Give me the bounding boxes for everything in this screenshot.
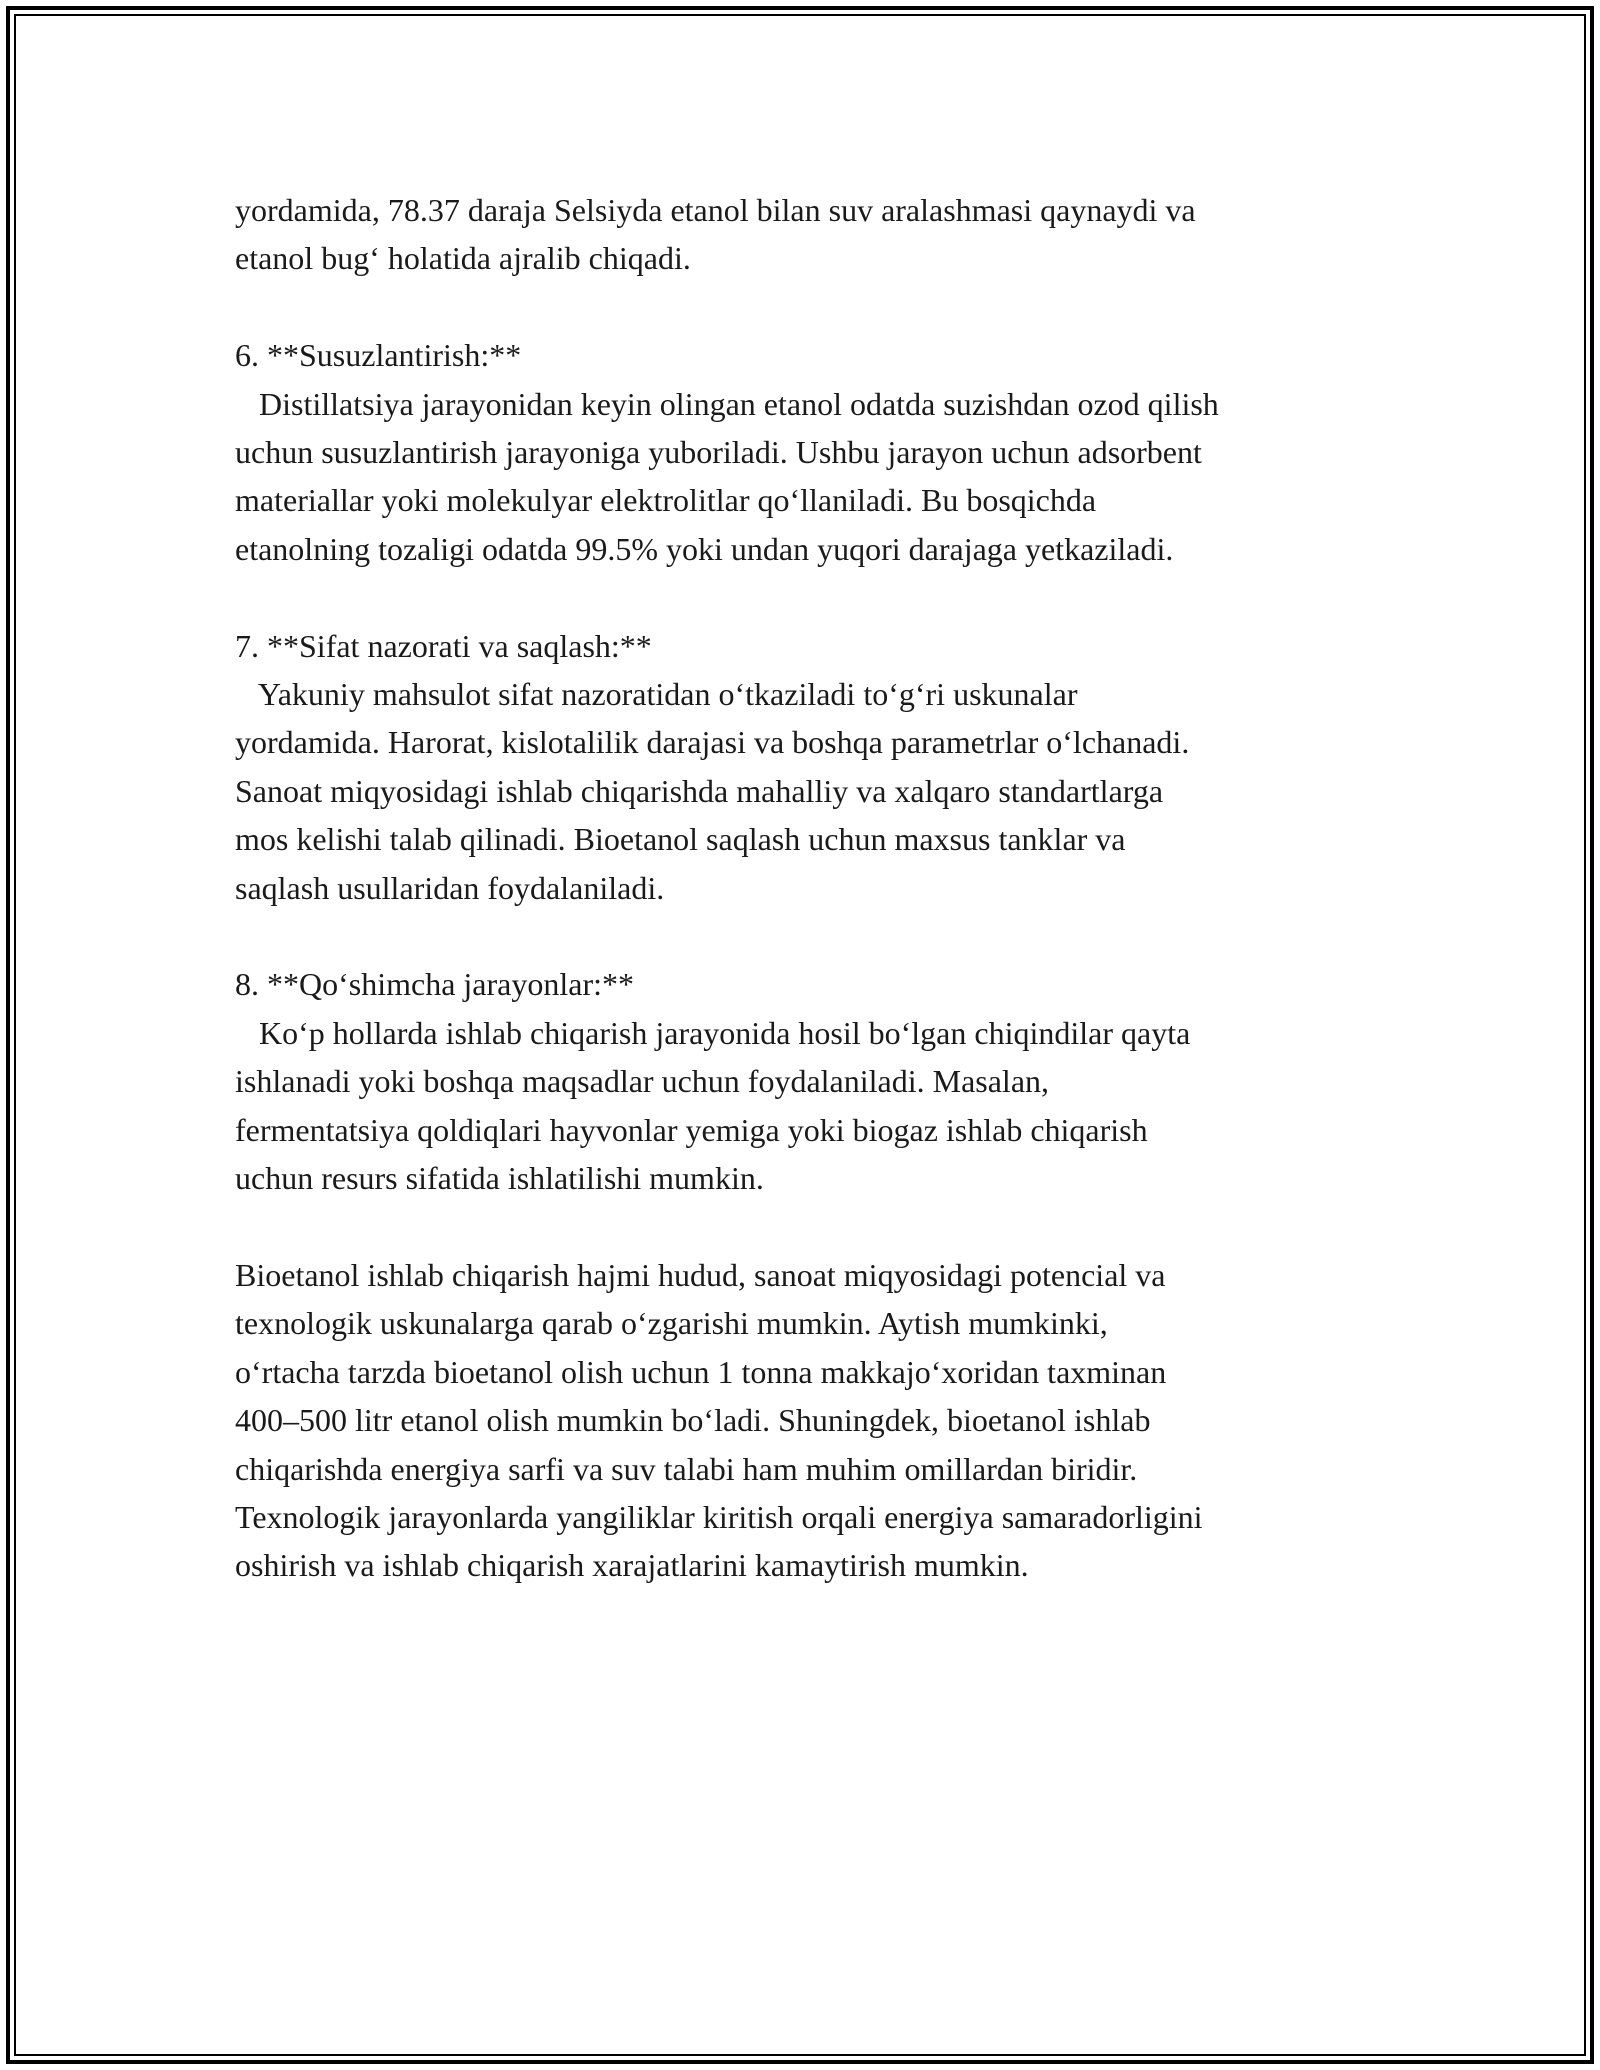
text-line: Ko‘p hollarda ishlab chiqarish jarayonida hosil bo‘lgan chiqindilar qayta	[235, 1014, 1191, 1051]
section-heading: 8. **Qo‘shimcha jarayonlar:**	[235, 966, 634, 1003]
text-line: etanol bug‘ holatida ajralib chiqadi.	[235, 240, 691, 277]
text-line: o‘rtacha tarzda bioetanol olish uchun 1 tonna makkajo‘xoridan taxminan	[235, 1353, 1167, 1390]
section-susuzlantirish	[235, 331, 1385, 573]
section-heading: 6. **Susuzlantirish:**	[235, 337, 522, 374]
text-line: mos kelishi talab qilinadi. Bioetanol saqlash uchun maxsus tanklar va	[235, 821, 1126, 858]
text-line: uchun susuzlantirish jarayoniga yuboriladi. Ushbu jarayon uchun adsorbent	[235, 434, 1202, 471]
section-qoshimcha-jarayonlar	[235, 960, 1385, 1202]
text-line: chiqarishda energiya sarfi va suv talabi ham muhim omillardan biridir.	[235, 1450, 1138, 1487]
document-body	[235, 186, 1385, 1638]
text-line: Bioetanol ishlab chiqarish hajmi hudud, sanoat miqyosidagi potencial va	[235, 1256, 1166, 1293]
text-line: yordamida. Harorat, kislotalilik darajasi va boshqa parametrlar o‘lchanadi.	[235, 724, 1190, 761]
text-line: yordamida, 78.37 daraja Selsiyda etanol bilan suv aralashmasi qaynaydi va	[235, 192, 1196, 228]
text-line: materiallar yoki molekulyar elektrolitlar qo‘llaniladi. Bu bosqichda	[235, 482, 1097, 519]
text-line: fermentatsiya qoldiqlari hayvonlar yemiga yoki biogaz ishlab chiqarish	[235, 1111, 1148, 1148]
text-line: Yakuniy mahsulot sifat nazoratidan o‘tkaziladi to‘g‘ri uskunalar	[235, 676, 1078, 713]
closing-paragraph	[235, 1251, 1385, 1590]
text-line: etanolning tozaligi odatda 99.5% yoki undan yuqori darajaga yetkaziladi.	[235, 530, 1174, 567]
text-line: Sanoat miqyosidagi ishlab chiqarishda mahalliy va xalqaro standartlarga	[235, 772, 1164, 809]
text-line: 400–500 litr etanol olish mumkin bo‘ladi. Shuningdek, bioetanol ishlab	[235, 1402, 1151, 1439]
text-line: Distillatsiya jarayonidan keyin olingan etanol odatda suzishdan ozod qilish	[235, 385, 1219, 422]
text-line: Texnologik jarayonlarda yangiliklar kiritish orqali energiya samaradorligini	[235, 1498, 1203, 1535]
text-line: texnologik uskunalarga qarab o‘zgarishi mumkin. Aytish mumkinki,	[235, 1305, 1108, 1342]
text-line: ishlanadi yoki boshqa maqsadlar uchun foydalaniladi. Masalan,	[235, 1063, 1050, 1100]
text-line: uchun resurs sifatida ishlatilishi mumkin.	[235, 1160, 764, 1197]
section-heading: 7. **Sifat nazorati va saqlash:**	[235, 627, 652, 664]
continuation-paragraph	[235, 186, 1385, 283]
section-sifat-nazorati	[235, 622, 1385, 912]
text-line: oshirish va ishlab chiqarish xarajatlarini kamaytirish mumkin.	[235, 1547, 1029, 1584]
text-line: saqlash usullaridan foydalaniladi.	[235, 869, 665, 906]
